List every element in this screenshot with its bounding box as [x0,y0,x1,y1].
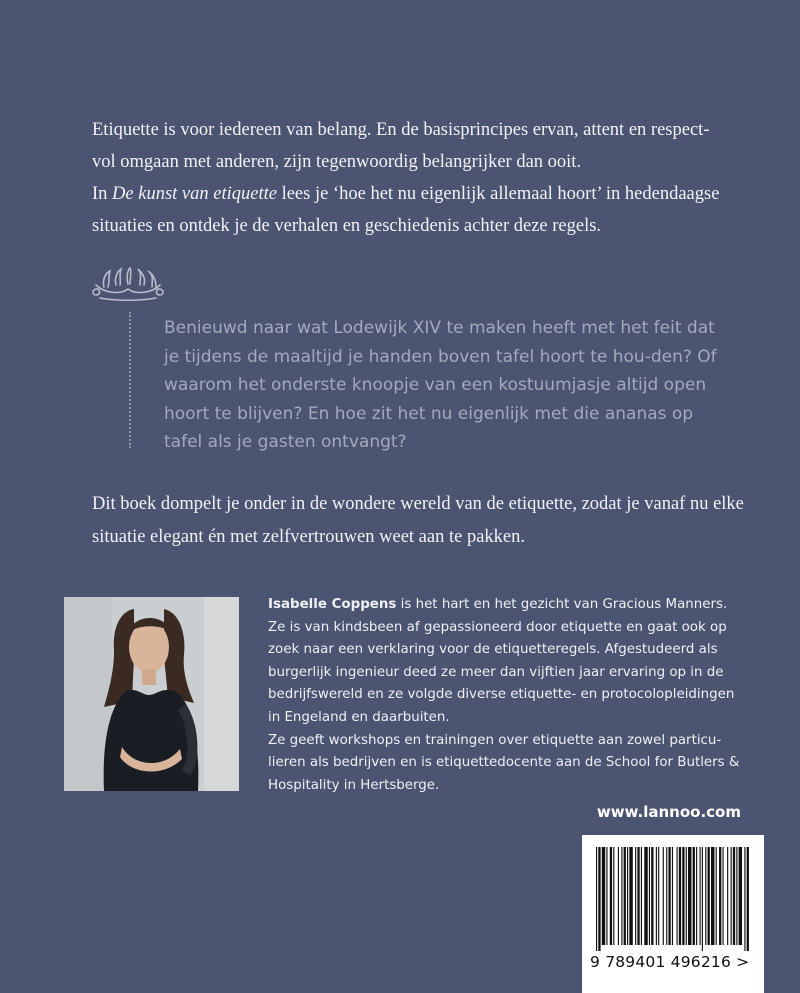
barcode-bar [677,847,678,945]
author-bio-paragraph-2: Ze geeft workshops en trainingen over etiquette aan zowel particu-lieren als bedrijven en is etiquettedocente aan de School for Butlers & Hospitality in Hertsberge. [268,732,740,793]
barcode-bar [629,847,632,945]
barcode-bar [602,847,605,945]
publisher-website: www.lannoo.com [596,803,741,821]
barcode-bar [731,847,732,945]
author-name: Isabelle Coppens [268,597,397,612]
pull-quote: Benieuwd naar wat Lodewijk XIV te maken heeft met het feit dat je tijdens de maaltijd je handen boven tafel hoort te hou-den? Of waarom het onderste knoopje van een kostuumjasje altijd open hoort te blijven? En hoe zit het nu eigenlijk met die ananas op tafel als je gasten ontvangt? [164,318,717,452]
barcode-bar [668,847,670,945]
isbn-number: 9 789401 496216 > [590,953,750,971]
quote-dotted-rule [129,312,131,448]
barcode-bar [711,847,714,945]
barcode-bar [744,847,745,951]
barcode-bar [637,847,639,945]
book-title: De kunst van etiquette [112,184,277,204]
barcode-bar [700,847,701,945]
barcode-bar [733,847,735,945]
intro-paragraph-1: Etiquette is voor iedereen van belang. En de basisprincipes ervan, attent en respect-vol omgaan met anderen, zijn tegenwoordig belangrijker dan ooit. [92,120,710,172]
barcode-bar [719,847,721,945]
barcode-bar [610,847,612,945]
barcode-bar [598,847,600,951]
author-bio-text-1: is het hart en het gezicht van Gracious Manners. Ze is van kindsbeen af gepassioneerd door etiquette en gaat ook op zoek naar een verklaring voor de etiquetteregels. Afgestudeerd als burgerlijk ingenieur deed ze meer dan vijftien jaar ervaring op in de bedrijfswereld en ze volgde diverse etiquette- en protocolopleidingen in Engeland en daarbuiten. [268,597,735,725]
intro-paragraph-2 [92,178,732,242]
barcode-bar [702,847,703,951]
barcode-bar [656,847,657,945]
barcode-bar [644,847,647,945]
closing-paragraph: Dit boek dompelt je onder in de wondere wereld van de etiquette, zodat je vanaf nu elke situatie elegant én met zelfvertrouwen weet aan te pakken. [92,494,744,547]
barcode-bar [688,847,691,945]
isbn-barcode [582,835,764,993]
author-bio [268,594,746,797]
barcode-bar [641,847,642,945]
barcode-bar [618,847,619,945]
barcode-bar [635,847,636,945]
barcode-bars [594,847,752,951]
barcode-bar [613,847,614,945]
intro-text [92,114,732,242]
barcode-bar [679,847,681,945]
barcode-bar [621,847,622,945]
author-bio-paragraph-1 [268,594,746,730]
barcode-bar [658,847,659,945]
barcode-bar [686,847,687,945]
barcode-bar [727,847,728,945]
barcode-bar [723,847,724,945]
barcode-bar [682,847,684,945]
barcode-bar [708,847,710,945]
intro-prefix: In [92,184,113,204]
author-photo [64,597,239,791]
barcode-bar [596,847,597,951]
barcode-bar [747,847,749,951]
intro-suffix: lees je ‘hoe het nu eigenlijk allemaal hoort’ in hedendaagse situaties en ontdek je de verhalen en geschiedenis achter deze regels. [92,184,720,236]
barcode-bar [663,847,664,945]
barcode-bar [672,847,673,945]
barcode-bar [716,847,717,945]
barcode-bar [651,847,653,945]
barcode-bar [693,847,695,945]
barcode-bar [696,847,697,945]
barcode-bar [649,847,650,945]
barcode-bar [624,847,626,945]
barcode-bar [736,847,737,945]
crown-icon [90,263,166,305]
barcode-bar [666,847,667,945]
barcode-bar [739,847,742,945]
barcode-bar [705,847,706,945]
barcode-bar [627,847,628,945]
barcode-bar [606,847,607,945]
